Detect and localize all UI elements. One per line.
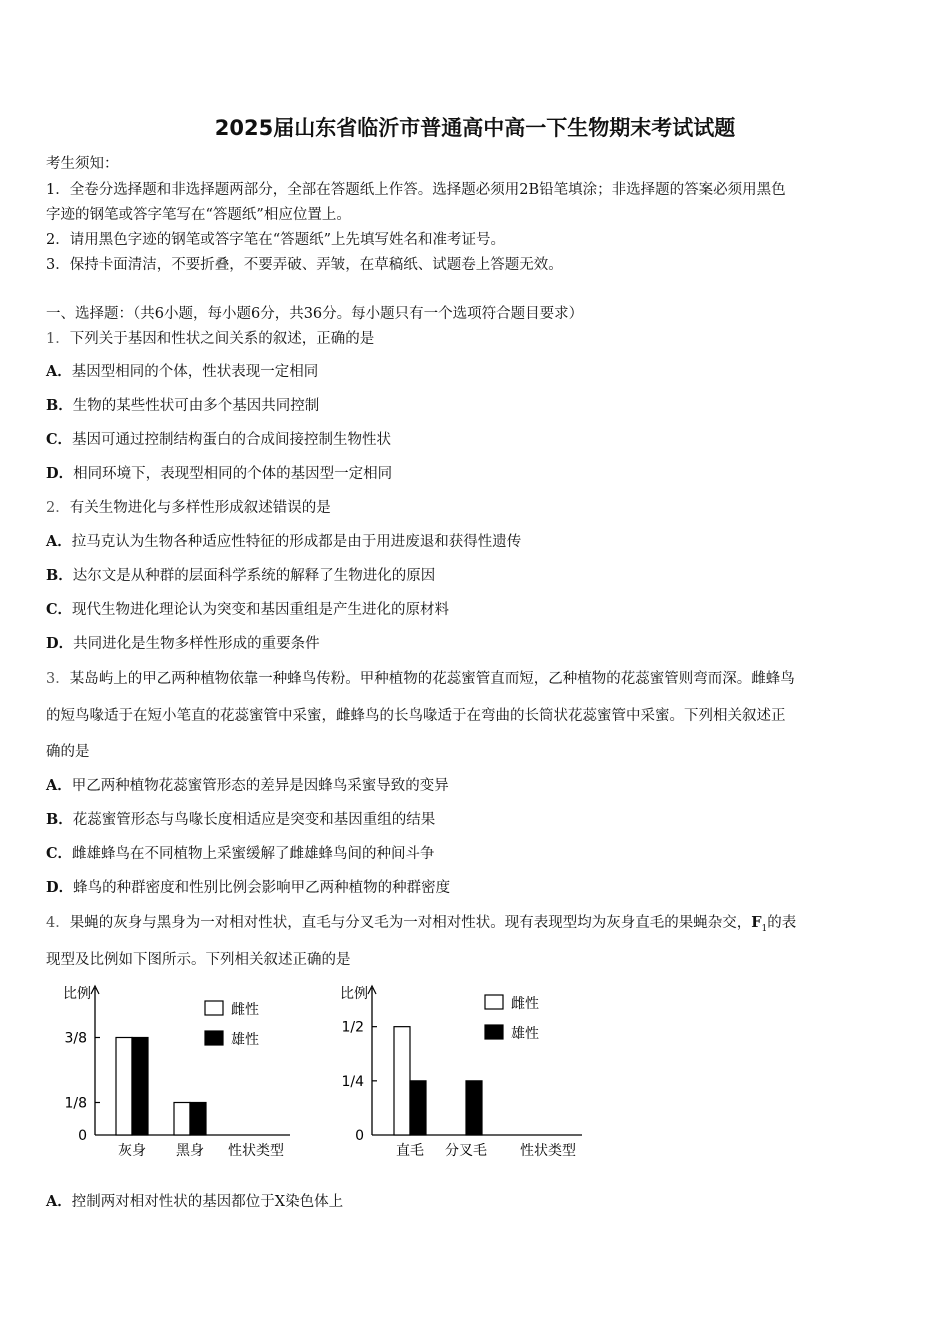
bar-female (174, 1103, 190, 1136)
page-title: 2025届山东省临沂市普通高中高一下生物期末考试试题 (214, 116, 736, 140)
option-label: B． (46, 397, 73, 414)
bar-male (410, 1081, 426, 1135)
option-text: 控制两对相对性状的基因都位于X染色体上 (71, 1194, 344, 1210)
option-c (46, 598, 449, 619)
x-tick-label: 直毛 (396, 1143, 424, 1159)
question-3-stem (46, 667, 795, 688)
option-text: 相同环境下，表现型相同的个体的基因型一定相同 (73, 466, 393, 482)
question-3-stem-cont: 确的是 (46, 744, 90, 760)
option-text: 基因可通过控制结构蛋白的合成间接控制生物性状 (72, 432, 392, 448)
f1-symbol: F (751, 914, 762, 931)
option-label: C． (46, 845, 73, 862)
question-3-stem-cont: 的短鸟喙适于在短小笔直的花蕊蜜管中采蜜，雌蜂鸟的长鸟喙适于在弯曲的长筒状花蕊蜜管中采蜜。下列相关叙述正 (46, 708, 786, 724)
question-text: 有关生物进化与多样性形成叙述错误的是 (69, 500, 331, 516)
legend-label: 雌性 (511, 996, 539, 1012)
option-b (46, 564, 435, 585)
option-label: B． (46, 811, 73, 828)
option-text: 共同进化是生物多样性形成的重要条件 (73, 636, 320, 652)
bar-male (466, 1081, 482, 1135)
option-text: 现代生物进化理论认为突变和基因重组是产生进化的原材料 (72, 602, 450, 618)
option-d (46, 462, 392, 483)
y-tick-label: 0 (78, 1128, 87, 1144)
option-d (46, 876, 450, 897)
legend-swatch (485, 1025, 503, 1039)
legend-swatch (205, 1001, 223, 1015)
option-label: D． (46, 465, 74, 482)
x-tick-label: 分叉毛 (445, 1143, 487, 1159)
option-label: A． (46, 363, 72, 380)
option-a (46, 360, 318, 381)
option-text: 生物的某些性状可由多个基因共同控制 (72, 398, 320, 414)
bar-female (394, 1027, 410, 1135)
notice-item: 1．全卷分选择题和非选择题两部分，全部在答题纸上作答。选择题必须用2B铅笔填涂；非选择题的答案必须用黑色 (46, 182, 786, 198)
legend-swatch (205, 1031, 223, 1045)
option-a (46, 1190, 343, 1211)
f1-subscript: 1 (761, 923, 768, 934)
question-text: 某岛屿上的甲乙两种植物依靠一种蜂鸟传粉。甲种植物的花蕊蜜管直而短，乙种植物的花蕊蜜管则弯而深。雌蜂鸟 (69, 671, 795, 687)
question-text: 下列关于基因和性状之间关系的叙述，正确的是 (69, 331, 375, 347)
question-1-stem (46, 327, 374, 348)
question-4-stem-cont: 现型及比例如下图所示。下列相关叙述正确的是 (46, 952, 351, 968)
question-text: 的表 (767, 915, 797, 931)
x-tick-label: 黑身 (176, 1143, 204, 1159)
option-label: D． (46, 635, 74, 652)
option-a (46, 530, 521, 551)
option-label: C． (46, 431, 73, 448)
y-tick-label: 1/8 (64, 1095, 87, 1112)
option-text: 达尔文是从种群的层面科学系统的解释了生物进化的原因 (72, 568, 436, 584)
legend-swatch (485, 995, 503, 1009)
y-tick-label: 1/2 (341, 1019, 364, 1036)
question-text: 果蝇的灰身与黑身为一对相对性状，直毛与分叉毛为一对相对性状。现有表现型均为灰身直毛的果蝇杂交， (69, 915, 752, 931)
option-c (46, 842, 435, 863)
option-text: 雌雄蜂鸟在不同植物上采蜜缓解了雌雄蜂鸟间的种间斗争 (72, 846, 435, 862)
option-text: 花蕊蜜管形态与鸟喙长度相适应是突变和基因重组的结果 (72, 812, 436, 828)
question-number: 1． (46, 331, 70, 347)
y-axis-label: 比例 (63, 986, 91, 1002)
option-label: B． (46, 567, 73, 584)
notice-item: 2．请用黑色字迹的钢笔或答字笔在“答题纸”上先填写姓名和准考证号。 (46, 232, 506, 248)
question-number: 3． (46, 671, 70, 687)
bristle-chart (320, 978, 590, 1168)
bar-male (190, 1103, 206, 1136)
y-axis-label: 比例 (340, 986, 368, 1002)
option-label: D． (46, 879, 74, 896)
x-tick-label: 灰身 (118, 1143, 146, 1159)
bar-female (116, 1038, 132, 1136)
option-b (46, 394, 319, 415)
section-heading: 一、选择题：（共6小题，每小题6分，共36分。每小题只有一个选项符合题目要求） (46, 306, 584, 322)
option-b (46, 808, 435, 829)
option-text: 蜂鸟的种群密度和性别比例会影响甲乙两种植物的种群密度 (73, 880, 451, 896)
notice-item: 字迹的钢笔或答字笔写在“答题纸”相应位置上。 (46, 207, 351, 223)
option-label: C． (46, 601, 73, 618)
legend-label: 雄性 (511, 1026, 539, 1042)
legend-label: 雌性 (231, 1002, 259, 1018)
option-a (46, 774, 449, 795)
option-text: 甲乙两种植物花蕊蜜管形态的差异是因蜂鸟采蜜导致的变异 (71, 778, 449, 794)
notice-item: 3．保持卡面清洁，不要折叠，不要弄破、弄皱，在草稿纸、试题卷上答题无效。 (46, 257, 563, 273)
question-number: 4． (46, 915, 70, 931)
question-number: 2． (46, 500, 70, 516)
body-color-chart (40, 978, 300, 1168)
option-text: 基因型相同的个体，性状表现一定相同 (71, 364, 319, 380)
bar-male (132, 1038, 148, 1136)
question-2-stem (46, 496, 331, 517)
option-label: A． (46, 533, 72, 550)
legend-label: 雄性 (231, 1032, 259, 1048)
question-4-stem (46, 911, 796, 934)
x-axis-label: 性状类型 (228, 1143, 284, 1159)
option-text: 拉马克认为生物各种适应性特征的形成都是由于用进废退和获得性遗传 (71, 534, 522, 550)
option-label: A． (46, 777, 72, 794)
notice-heading: 考生须知： (46, 156, 119, 172)
option-label: A． (46, 1193, 72, 1210)
y-tick-label: 1/4 (341, 1073, 364, 1090)
option-d (46, 632, 320, 653)
y-tick-label: 0 (355, 1128, 364, 1144)
option-c (46, 428, 391, 449)
y-tick-label: 3/8 (64, 1030, 87, 1047)
x-axis-label: 性状类型 (520, 1143, 576, 1159)
